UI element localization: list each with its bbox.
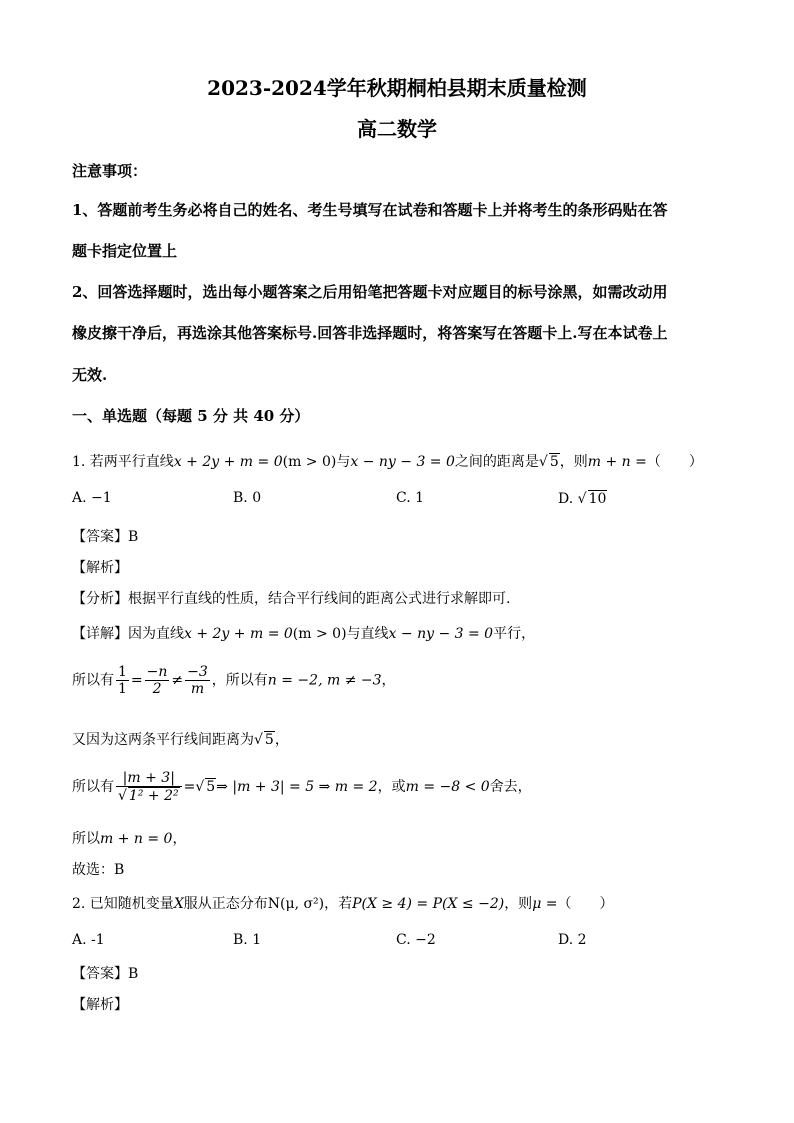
fraction-3-den: m <box>190 681 205 697</box>
q2-paren: （ ） <box>557 896 614 912</box>
notice-item-2-line-2: 橡皮擦干净后，再选涂其他答案标号.回答非选择题时，将答案写在答题卡上.写在本试卷上 <box>72 324 668 342</box>
q1-paren: （ ） <box>646 454 703 470</box>
sqrt-icon: √ <box>195 779 205 795</box>
section-single-choice: 一、单选题（每题 5 分 共 40 分） <box>72 407 310 425</box>
equals-sign: = <box>183 779 196 795</box>
q2-option-d: D. 2 <box>558 932 587 948</box>
q1-step-1 <box>72 664 396 697</box>
q1-step-3-pre: 所以有 <box>72 779 114 795</box>
distance-fraction <box>116 770 182 804</box>
distance-fraction-num: |m + 3| <box>116 770 182 787</box>
notice-item-2-line-3: 无效. <box>72 366 108 384</box>
fraction-1 <box>116 664 129 697</box>
q1-step-1-pre: 所以有 <box>72 672 114 689</box>
q1-xj-line-2: x − ny − 3 = 0 <box>388 626 494 642</box>
q1-conclusion: 故选：B <box>72 862 125 878</box>
q2-mu: μ = <box>532 896 558 912</box>
q1-xj-text-2: 与直线 <box>346 626 389 642</box>
q1-line-1: x + 2y + m = 0 <box>173 454 283 470</box>
fraction-3 <box>185 664 210 697</box>
q1-xj-text-1: 因为直线 <box>128 626 184 642</box>
exam-title: 2023-2024学年秋期桐柏县期末质量检测 <box>207 76 587 100</box>
q1-mid: 之间的距离是 <box>454 454 539 470</box>
q2-text-3: ，则 <box>504 896 533 912</box>
q1-distance: 5 <box>549 454 559 470</box>
q2-option-a: A. -1 <box>72 932 105 948</box>
q1-step-4 <box>72 828 186 848</box>
notice-item-1-line-1: 1、答题前考生务必将自己的姓名、考生号填写在试卷和答题卡上并将考生的条形码贴在答 <box>72 201 668 219</box>
q1-analysis-tag: 【解析】 <box>72 560 128 576</box>
sqrt-icon: √ <box>118 788 127 804</box>
q1-step-2-text: 又因为这两条平行线间距离为 <box>72 732 254 748</box>
fraction-1-num: 1 <box>118 664 127 680</box>
q1-with: 与 <box>336 454 351 470</box>
q1-step-2-end: ， <box>274 732 289 748</box>
fraction-2-num: −n <box>146 664 168 680</box>
q2-option-b: B. 1 <box>233 932 262 948</box>
q2-answer-tag: 【答案】 <box>72 966 128 982</box>
q2-prefix: 2. 已知随机变量 <box>72 896 174 912</box>
q1-prefix: 1. 若两平行直线 <box>72 454 174 470</box>
q1-option-c: C. 1 <box>396 490 425 506</box>
q1-answer-value: B <box>128 529 139 545</box>
q1-xiangjie-tag: 【详解】 <box>72 626 128 642</box>
q2-variable: X <box>173 896 184 912</box>
q1-option-b: B. 0 <box>233 490 262 506</box>
q1-step-3-end: 舍去， <box>489 779 532 795</box>
q1-step-3-or: ，或 <box>377 779 406 795</box>
q2-answer <box>72 963 138 983</box>
q1-fenxi-tag: 【分析】 <box>72 591 128 607</box>
q2-text-2: ，若 <box>324 896 353 912</box>
q2-text-1: 服从正态分布 <box>183 896 268 912</box>
q1-step-1-end: ， <box>381 672 396 689</box>
q1-option-d <box>558 490 607 507</box>
q1-step-4-end: ， <box>172 831 187 847</box>
q2-distribution: N(μ, σ²) <box>267 896 325 912</box>
q1-step-3-root: 5 <box>206 779 216 795</box>
distance-fraction-den-value: 1² + 2² <box>128 788 179 804</box>
notice-heading: 注意事项： <box>72 162 148 180</box>
notice-item-2-line-1: 2、回答选择题时，选出每小题答案之后用铅笔把答题卡对应题目的标号涂黑，如需改动用 <box>72 283 668 301</box>
q2-analysis-tag: 【解析】 <box>72 997 128 1013</box>
q1-fenxi-text: 根据平行直线的性质，结合平行线间的距离公式进行求解即可. <box>128 591 511 607</box>
sqrt-icon: √ <box>577 491 587 507</box>
q2-answer-value: B <box>128 966 139 982</box>
not-equal-sign: ≠ <box>171 672 184 689</box>
q1-step-1-mid: ，所以有 <box>211 672 268 689</box>
q1-xj-line-1: x + 2y + m = 0 <box>184 626 293 642</box>
q2-condition: P(X ≥ 4) = P(X ≤ −2) <box>352 896 505 912</box>
q1-line-2: x − ny − 3 = 0 <box>350 454 455 470</box>
q1-option-d-label: D. <box>558 491 578 507</box>
q1-step-4-result: m + n = 0 <box>100 831 173 847</box>
sqrt-icon: √ <box>254 732 263 748</box>
q1-answer-tag: 【答案】 <box>72 529 128 545</box>
fraction-3-num: −3 <box>187 664 208 680</box>
q1-step-3-chain: ⇒ |m + 3| = 5 ⇒ m = 2 <box>216 779 378 795</box>
q1-option-a: A. −1 <box>72 490 112 506</box>
fraction-1-den: 1 <box>118 681 127 697</box>
question-1-stem <box>72 451 703 471</box>
q1-ask: m + n = <box>587 454 647 470</box>
distance-fraction-den <box>116 787 182 804</box>
q1-xiangjie <box>72 623 535 643</box>
q1-step-2 <box>72 729 289 749</box>
fraction-2 <box>145 664 170 697</box>
question-2-stem <box>72 893 613 913</box>
q1-step-4-pre: 所以 <box>72 831 100 847</box>
q2-option-c: C. −2 <box>396 932 436 948</box>
q1-condition: (m > 0) <box>282 454 337 470</box>
q1-ask-pre: ，则 <box>559 454 588 470</box>
q1-option-d-value: 10 <box>588 491 607 507</box>
q1-step-3 <box>72 770 532 804</box>
exam-subject: 高二数学 <box>357 117 437 141</box>
q1-step-1-result: n = −2, m ≠ −3 <box>267 672 382 689</box>
q1-xj-text-3: 平行， <box>493 626 536 642</box>
fraction-2-den: 2 <box>152 681 162 697</box>
q1-fenxi <box>72 588 510 608</box>
sqrt-icon: √ <box>538 454 548 470</box>
notice-item-1-line-2: 题卡指定位置上 <box>72 242 178 260</box>
q1-step-2-value: 5 <box>264 732 274 748</box>
q1-answer <box>72 526 138 546</box>
q1-step-3-negative: m = −8 < 0 <box>405 779 490 795</box>
equals-sign: = <box>130 672 143 689</box>
q1-xj-condition: (m > 0) <box>292 626 347 642</box>
